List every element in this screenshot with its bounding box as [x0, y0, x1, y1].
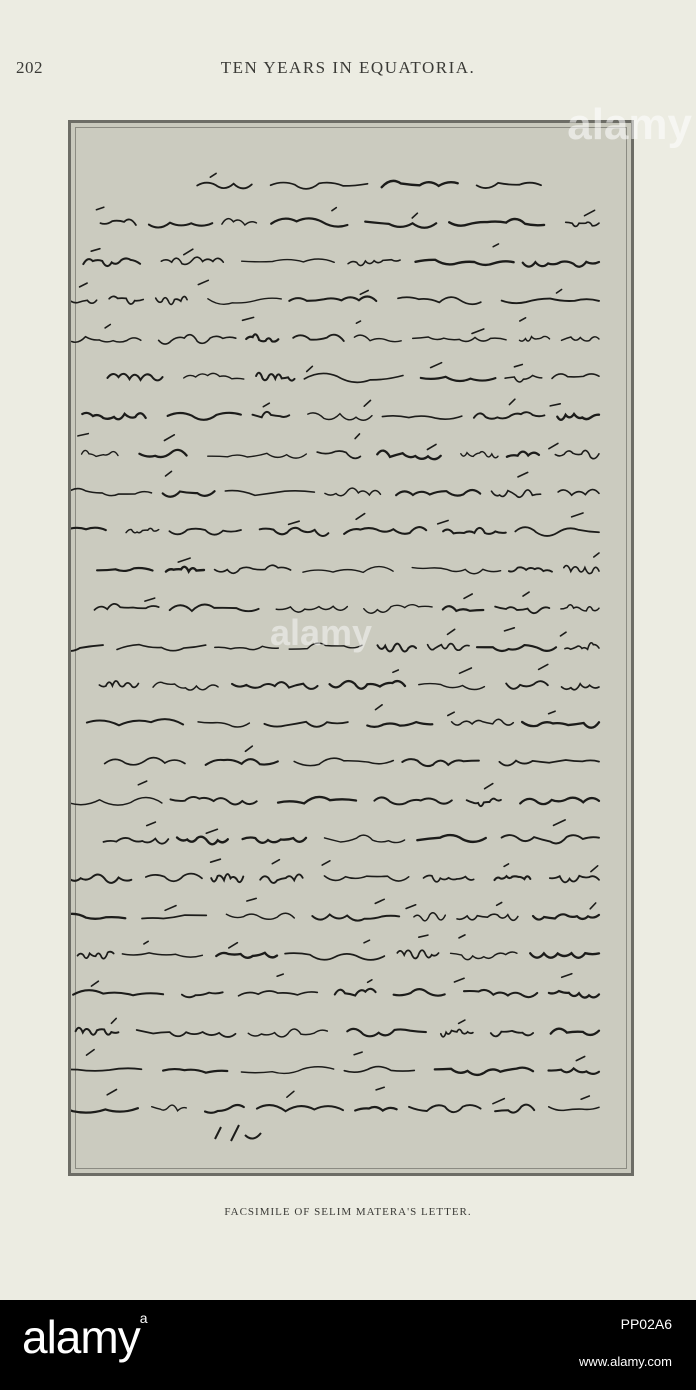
script-word-stroke	[530, 953, 599, 958]
script-word-stroke	[72, 337, 141, 343]
script-word-stroke	[499, 760, 599, 766]
script-word-stroke	[264, 722, 347, 727]
script-accent-stroke	[289, 521, 300, 524]
script-word-stroke	[417, 835, 486, 842]
stock-footer-bar	[0, 1300, 696, 1390]
script-word-stroke	[515, 527, 599, 536]
script-word-stroke	[197, 183, 252, 189]
script-accent-stroke	[198, 280, 208, 284]
script-word-stroke	[271, 183, 368, 189]
script-accent-stroke	[360, 291, 368, 295]
script-accent-stroke	[107, 1090, 116, 1095]
script-accent-stroke	[393, 670, 398, 672]
script-accent-stroke	[438, 521, 448, 524]
script-word-stroke	[435, 1068, 533, 1075]
script-word-stroke	[73, 990, 163, 995]
script-word-stroke	[71, 489, 152, 496]
script-word-stroke	[137, 1030, 236, 1037]
script-word-stroke	[105, 758, 185, 765]
script-word-stroke	[166, 567, 204, 572]
script-word-stroke	[208, 453, 306, 458]
script-word-stroke	[495, 1105, 534, 1113]
script-word-stroke	[71, 300, 97, 303]
script-accent-stroke	[356, 514, 365, 520]
script-word-stroke	[564, 566, 599, 574]
script-word-stroke	[451, 952, 517, 960]
script-accent-stroke	[322, 861, 330, 865]
watermark-middle: alamy	[270, 612, 373, 653]
script-word-stroke	[117, 645, 206, 651]
script-accent-stroke	[164, 435, 174, 441]
script-word-stroke	[260, 528, 329, 536]
script-accent-stroke	[354, 1052, 362, 1055]
alamy-logo	[22, 1310, 147, 1364]
script-word-stroke	[87, 719, 183, 725]
script-word-stroke	[312, 915, 399, 921]
script-accent-stroke	[355, 434, 359, 439]
script-word-stroke	[163, 491, 215, 497]
script-word-stroke	[474, 412, 545, 419]
script-word-stroke	[163, 1069, 227, 1073]
script-word-stroke	[215, 565, 291, 573]
script-word-stroke	[108, 374, 163, 381]
script-accent-stroke	[581, 1096, 589, 1099]
script-word-stroke	[122, 953, 202, 957]
script-word-stroke	[344, 1067, 414, 1073]
logo-text: alamy	[22, 1311, 140, 1363]
script-word-stroke	[325, 488, 381, 496]
script-accent-stroke	[557, 290, 562, 294]
script-word-stroke	[562, 337, 600, 341]
script-accent-stroke	[562, 974, 572, 978]
script-accent-stroke	[375, 899, 384, 903]
script-accent-stroke	[554, 820, 566, 826]
script-accent-stroke	[572, 513, 583, 517]
script-accent-stroke	[485, 784, 493, 789]
script-word-stroke	[520, 798, 599, 804]
script-word-stroke	[303, 567, 393, 573]
script-accent-stroke	[448, 629, 455, 634]
site-url: www.alamy.com	[579, 1354, 672, 1369]
script-word-stroke	[149, 223, 212, 228]
logo-mark: a	[139, 1310, 147, 1326]
script-word-stroke	[413, 337, 506, 341]
script-word-stroke	[354, 335, 401, 342]
script-word-stroke	[477, 183, 541, 188]
script-accent-stroke	[505, 628, 515, 631]
script-word-stroke	[464, 990, 537, 997]
running-title: TEN YEARS IN EQUATORIA.	[220, 58, 476, 77]
script-accent-stroke	[184, 249, 193, 255]
script-accent-stroke	[472, 329, 484, 334]
script-accent-stroke	[206, 829, 217, 833]
script-word-stroke	[159, 335, 236, 344]
script-word-stroke	[294, 758, 393, 765]
script-word-stroke	[424, 876, 474, 882]
signature-mark	[215, 1125, 261, 1141]
script-word-stroke	[71, 645, 103, 651]
script-word-stroke	[378, 644, 417, 652]
script-accent-stroke	[549, 711, 556, 714]
script-accent-stroke	[147, 822, 156, 826]
script-word-stroke	[168, 413, 241, 420]
script-accent-stroke	[406, 905, 416, 909]
script-accent-stroke	[550, 404, 560, 406]
script-word-stroke	[402, 759, 479, 766]
script-word-stroke	[146, 874, 202, 882]
script-word-stroke	[285, 953, 384, 960]
script-accent-stroke	[91, 249, 100, 252]
script-accent-stroke	[539, 664, 548, 669]
script-word-stroke	[156, 296, 187, 304]
script-accent-stroke	[590, 903, 596, 909]
script-word-stroke	[71, 914, 125, 919]
script-word-stroke	[170, 605, 259, 612]
script-word-stroke	[492, 490, 541, 497]
script-word-stroke	[225, 491, 314, 496]
script-word-stroke	[222, 219, 257, 225]
script-word-stroke	[549, 1068, 600, 1073]
script-word-stroke	[142, 915, 206, 918]
script-accent-stroke	[454, 978, 464, 982]
script-word-stroke	[414, 913, 445, 921]
script-accent-stroke	[243, 317, 254, 320]
script-word-stroke	[198, 722, 249, 727]
script-word-stroke	[495, 876, 531, 880]
script-accent-stroke	[245, 746, 252, 751]
script-word-stroke	[347, 1029, 426, 1036]
script-word-stroke	[71, 1068, 141, 1071]
script-word-stroke	[161, 257, 223, 264]
image-id: PP02A6	[620, 1316, 672, 1332]
script-word-stroke	[523, 262, 599, 267]
script-word-stroke	[99, 681, 138, 687]
script-word-stroke	[246, 334, 278, 341]
script-word-stroke	[382, 416, 461, 419]
script-word-stroke	[365, 222, 436, 228]
script-word-stroke	[71, 528, 106, 537]
script-word-stroke	[441, 1029, 473, 1036]
script-word-stroke	[71, 874, 131, 883]
script-word-stroke	[139, 450, 186, 457]
script-word-stroke	[205, 1105, 244, 1113]
script-word-stroke	[409, 1105, 481, 1112]
script-word-stroke	[452, 719, 514, 725]
script-word-stroke	[83, 258, 140, 266]
script-word-stroke	[443, 606, 484, 611]
script-word-stroke	[253, 412, 290, 417]
script-word-stroke	[549, 991, 599, 998]
script-word-stroke	[152, 1105, 187, 1111]
script-accent-stroke	[520, 318, 526, 321]
script-word-stroke	[101, 219, 136, 225]
script-accent-stroke	[287, 1091, 294, 1097]
script-word-stroke	[477, 645, 556, 651]
script-word-stroke	[558, 490, 599, 496]
script-word-stroke	[419, 684, 485, 690]
script-accent-stroke	[376, 705, 383, 710]
script-accent-stroke	[509, 399, 515, 404]
script-word-stroke	[382, 181, 458, 187]
script-word-stroke	[495, 607, 549, 614]
script-word-stroke	[208, 298, 281, 304]
script-word-stroke	[457, 914, 518, 920]
script-accent-stroke	[514, 365, 522, 367]
script-word-stroke	[126, 528, 159, 532]
script-word-stroke	[243, 837, 306, 842]
script-word-stroke	[78, 952, 114, 959]
script-word-stroke	[555, 450, 599, 458]
script-word-stroke	[335, 989, 376, 996]
script-word-stroke	[565, 643, 599, 650]
script-word-stroke	[412, 568, 500, 574]
script-word-stroke	[177, 837, 228, 845]
script-accent-stroke	[144, 941, 148, 944]
script-word-stroke	[449, 219, 544, 226]
script-word-stroke	[467, 799, 501, 806]
script-word-stroke	[443, 528, 506, 534]
script-accent-stroke	[493, 244, 498, 247]
script-word-stroke	[374, 797, 451, 804]
script-word-stroke	[226, 913, 294, 919]
script-accent-stroke	[448, 712, 454, 715]
script-word-stroke	[364, 605, 432, 614]
plate-caption: FACSIMILE OF SELIM MATERA'S LETTER.	[224, 1206, 472, 1218]
script-accent-stroke	[504, 864, 508, 867]
script-accent-stroke	[464, 594, 472, 598]
script-accent-stroke	[576, 1057, 584, 1061]
script-word-stroke	[397, 950, 438, 958]
script-word-stroke	[71, 798, 162, 806]
script-word-stroke	[260, 874, 303, 882]
script-word-stroke	[505, 375, 542, 382]
script-word-stroke	[394, 989, 445, 996]
script-word-stroke	[416, 260, 514, 265]
script-word-stroke	[317, 451, 360, 458]
script-accent-stroke	[431, 363, 442, 368]
script-accent-stroke	[210, 173, 216, 177]
watermark-top: alamy	[567, 100, 692, 149]
script-word-stroke	[551, 1029, 599, 1035]
script-word-stroke	[82, 450, 118, 456]
script-word-stroke	[95, 604, 159, 610]
script-word-stroke	[232, 682, 318, 689]
script-word-stroke	[271, 218, 347, 226]
script-word-stroke	[239, 991, 318, 996]
script-accent-stroke	[427, 444, 436, 449]
script-accent-stroke	[368, 980, 372, 983]
script-word-stroke	[289, 297, 376, 301]
script-word-stroke	[491, 1031, 533, 1036]
script-word-stroke	[533, 914, 599, 919]
script-accent-stroke	[91, 981, 98, 986]
script-accent-stroke	[459, 935, 465, 938]
script-accent-stroke	[518, 472, 528, 477]
script-word-stroke	[256, 373, 294, 381]
script-word-stroke	[396, 490, 480, 496]
script-word-stroke	[506, 681, 548, 689]
script-word-stroke	[549, 1107, 599, 1111]
script-accent-stroke	[585, 210, 595, 215]
script-accent-stroke	[80, 283, 88, 287]
script-word-stroke	[398, 297, 481, 304]
script-word-stroke	[71, 1108, 138, 1113]
script-accent-stroke	[459, 1020, 465, 1023]
script-word-stroke	[566, 222, 599, 226]
script-word-stroke	[171, 797, 257, 805]
script-word-stroke	[76, 1028, 119, 1035]
script-accent-stroke	[307, 366, 313, 371]
script-word-stroke	[344, 527, 426, 534]
script-accent-stroke	[178, 558, 190, 562]
script-word-stroke	[104, 838, 169, 844]
script-word-stroke	[153, 682, 218, 690]
script-accent-stroke	[460, 668, 472, 673]
script-word-stroke	[348, 260, 400, 266]
script-word-stroke	[82, 413, 145, 419]
script-word-stroke	[502, 835, 599, 843]
script-word-stroke	[330, 681, 405, 689]
script-accent-stroke	[356, 321, 360, 323]
script-word-stroke	[367, 722, 432, 727]
script-word-stroke	[169, 529, 241, 535]
script-accent-stroke	[247, 898, 256, 901]
script-accent-stroke	[497, 903, 502, 906]
script-accent-stroke	[493, 1099, 504, 1104]
script-accent-stroke	[211, 859, 221, 862]
script-accent-stroke	[165, 906, 176, 911]
script-accent-stroke	[87, 1050, 95, 1056]
script-accent-stroke	[78, 434, 88, 436]
script-word-stroke	[293, 335, 344, 341]
script-word-stroke	[550, 876, 599, 883]
script-word-stroke	[241, 1067, 333, 1074]
script-accent-stroke	[523, 592, 529, 596]
script-word-stroke	[215, 646, 278, 649]
script-word-stroke	[461, 452, 498, 458]
script-accent-stroke	[111, 1018, 116, 1023]
script-accent-stroke	[419, 935, 428, 937]
script-accent-stroke	[145, 598, 155, 601]
script-word-stroke	[308, 413, 372, 420]
script-word-stroke	[522, 722, 599, 728]
script-accent-stroke	[591, 866, 598, 872]
script-word-stroke	[325, 835, 405, 842]
script-accent-stroke	[277, 974, 283, 976]
script-word-stroke	[216, 953, 277, 958]
script-accent-stroke	[549, 443, 558, 448]
script-word-stroke	[507, 452, 539, 457]
script-word-stroke	[211, 874, 243, 882]
script-word-stroke	[557, 414, 599, 420]
script-word-stroke	[182, 992, 223, 997]
script-accent-stroke	[96, 207, 103, 210]
script-accent-stroke	[229, 943, 238, 948]
script-word-stroke	[184, 373, 244, 379]
script-accent-stroke	[263, 403, 269, 407]
script-word-stroke	[562, 684, 600, 690]
script-word-stroke	[355, 1107, 396, 1111]
script-word-stroke	[304, 373, 403, 382]
script-word-stroke	[552, 374, 599, 379]
script-word-stroke	[377, 451, 440, 460]
script-word-stroke	[206, 759, 278, 765]
script-word-stroke	[520, 336, 550, 341]
page-number: 202	[16, 58, 43, 77]
script-word-stroke	[248, 1029, 327, 1037]
script-accent-stroke	[364, 940, 370, 943]
script-word-stroke	[428, 644, 469, 651]
script-word-stroke	[97, 568, 152, 571]
script-word-stroke	[324, 876, 408, 881]
script-accent-stroke	[412, 213, 417, 218]
script-accent-stroke	[376, 1087, 384, 1090]
script-word-stroke	[109, 296, 143, 304]
script-accent-stroke	[138, 781, 146, 785]
script-word-stroke	[502, 299, 599, 304]
script-accent-stroke	[332, 208, 336, 211]
script-accent-stroke	[166, 471, 172, 476]
script-word-stroke	[257, 1105, 343, 1111]
script-accent-stroke	[272, 860, 279, 864]
script-word-stroke	[561, 605, 599, 611]
script-accent-stroke	[561, 632, 567, 636]
script-word-stroke	[278, 797, 356, 803]
script-word-stroke	[509, 567, 552, 571]
script-accent-stroke	[105, 325, 110, 328]
script-word-stroke	[421, 377, 496, 381]
script-accent-stroke	[364, 400, 370, 406]
script-word-stroke	[242, 259, 335, 262]
script-accent-stroke	[594, 553, 599, 557]
